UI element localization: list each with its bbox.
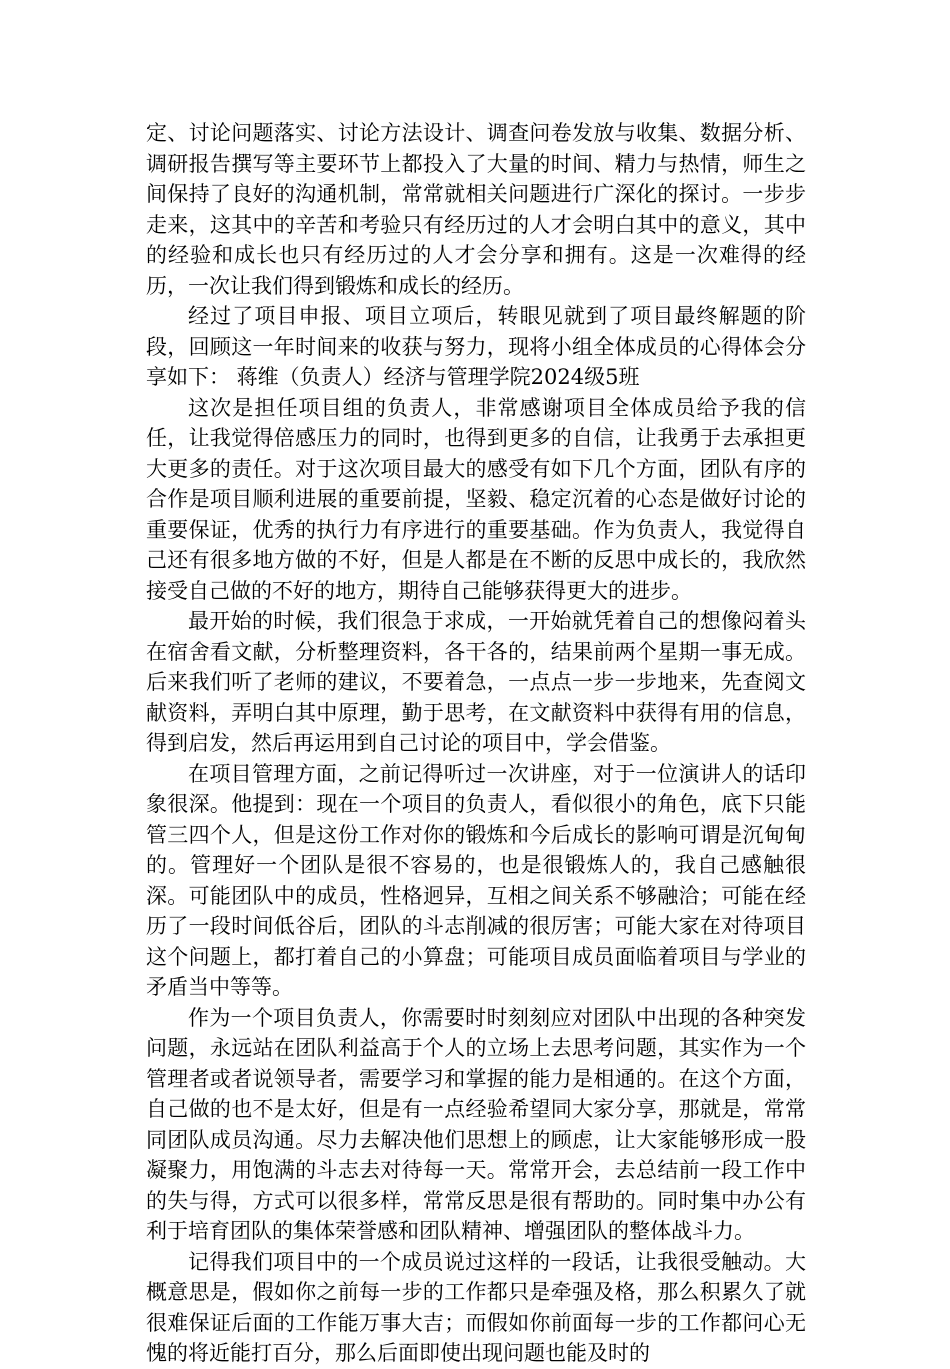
paragraph-project-stage: 经过了项目申报、项目立项后，转眼见就到了项目最终解题的阶段，回顾这一年时间来的收获与努力，现将小组全体成员的心得体会分享如下： 蒋维（负责人）经济与管理学院2024级5班 (146, 304, 806, 389)
paragraph-early-stage: 最开始的时候，我们很急于求成，一开始就凭着自己的想像闷着头在宿舍看文献，分析整理资料，各干各的，结果前两个星期一事无成。后来我们听了老师的建议，不要着急，一点点一步一步地来，先查阅文献资料，弄明白其中原理，勤于思考，在文献资料中获得有用的信息，得到启发，然后再运用到自己讨论的项目中，学会借鉴。 (146, 609, 806, 755)
paragraph-leader-duties: 作为一个项目负责人，你需要时时刻刻应对团队中出现的各种突发问题，永远站在团队利益高于个人的立场上去思考问题，其实作为一个管理者或者说领导者，需要学习和掌握的能力是相通的。在这个方面，自己做的也不是太好，但是有一点经验希望同大家分享，那就是，常常同团队成员沟通。尽力去解决他们思想上的顾虑，让大家能够形成一股凝聚力，用饱满的斗志去对待每一天。常常开会，去总结前一段工作中的失与得，方式可以很多样，常常反思是很有帮助的。同时集中办公有利于培育团队的集体荣誉感和团队精神、增强团队的整体战斗力。 (146, 1005, 806, 1243)
paragraph-leader-reflection: 这次是担任项目组的负责人，非常感谢项目全体成员给予我的信任，让我觉得倍感压力的同时，也得到更多的自信，让我勇于去承担更大更多的责任。对于这次项目最大的感受有如下几个方面，团队有序的合作是项目顺利进展的重要前提，坚毅、稳定沉着的心态是做好讨论的重要保证，优秀的执行力有序进行的重要基础。作为负责人，我觉得自己还有很多地方做的不好，但是人都是在不断的反思中成长的，我欣然接受自己做的不好的地方，期待自己能够获得更大的进步。 (146, 395, 806, 603)
paragraph-member-quote: 记得我们项目中的一个成员说过这样的一段话，让我很受触动。大概意思是，假如你之前每一步的工作都只是牵强及格，那么积累久了就很难保证后面的工作能万事大吉；而假如你前面每一步的工作都问心无愧的将近能打百分，那么后面即使出现问题也能及时的 (146, 1249, 806, 1365)
paragraph-continuation: 定、讨论问题落实、讨论方法设计、调查问卷发放与收集、数据分析、调研报告撰写等主要环节上都投入了大量的时间、精力与热情，师生之间保持了良好的沟通机制，常常就相关问题进行广深化的探讨。一步步走来，这其中的辛苦和考验只有经历过的人才会明白其中的意义，其中的经验和成长也只有经历过的人才会分享和拥有。这是一次难得的经历，一次让我们得到锻炼和成长的经历。 (146, 121, 806, 298)
paragraph-project-management: 在项目管理方面，之前记得听过一次讲座，对于一位演讲人的话印象很深。他提到：现在一个项目的负责人，看似很小的角色，底下只能管三四个人，但是这份工作对你的锻炼和今后成长的影响可谓是沉甸甸的。管理好一个团队是很不容易的，也是很锻炼人的，我自己感触很深。可能团队中的成员，性格迥异，互相之间关系不够融洽；可能在经历了一段时间低谷后，团队的斗志削减的很厉害；可能大家在对待项目这个问题上，都打着自己的小算盘；可能项目成员面临着项目与学业的矛盾当中等等。 (146, 761, 806, 999)
document-body (146, 118, 806, 1369)
